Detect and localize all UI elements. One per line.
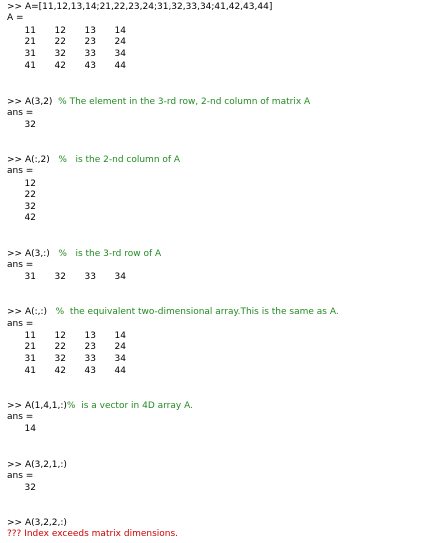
command-text: >> A(1,4,1,:)	[7, 401, 67, 411]
matrix-row	[0, 366, 126, 377]
command-line	[7, 401, 193, 412]
command-line	[7, 307, 339, 318]
matrix-cell: 32	[54, 354, 66, 364]
output-row	[0, 272, 126, 283]
output-row	[0, 190, 36, 201]
command-text: >> A(3,2)	[7, 97, 59, 107]
command-line	[7, 155, 180, 166]
matrix-cell: 14	[114, 26, 126, 36]
matrix-cell: 12	[54, 331, 66, 341]
matrix-cell: 42	[54, 366, 66, 376]
output-label: ans =	[7, 108, 34, 118]
output-label: A =	[7, 13, 24, 23]
output-label: ans =	[7, 412, 34, 422]
matrix-cell: 22	[54, 37, 66, 47]
command-comment: % is the 3-rd row of A	[58, 249, 162, 259]
matrix-cell: 33	[84, 49, 96, 59]
output-row	[0, 120, 36, 131]
output-value: 22	[24, 190, 36, 200]
matrix-cell: 44	[114, 61, 126, 71]
output-value: 31	[24, 272, 36, 282]
matrix-cell: 34	[114, 49, 126, 59]
matrix-cell: 43	[84, 61, 96, 71]
command-comment: % The element in the 3-rd row, 2-nd column of matrix A	[58, 97, 311, 107]
output-value: 32	[54, 272, 66, 282]
matrix-row	[0, 26, 126, 37]
output-value: 32	[24, 483, 36, 493]
output-row	[0, 213, 36, 224]
matrix-cell: 12	[54, 26, 66, 36]
output-value: 32	[24, 202, 36, 212]
matrix-row	[0, 61, 126, 72]
matrix-row	[0, 37, 126, 48]
output-label: ans =	[7, 260, 34, 270]
output-value: 34	[114, 272, 126, 282]
matrix-cell: 41	[24, 61, 36, 71]
output-value: 14	[24, 424, 36, 434]
output-label: ans =	[7, 471, 34, 481]
output-row	[0, 424, 36, 435]
matrix-cell: 13	[84, 331, 96, 341]
matrix-cell: 31	[24, 354, 36, 364]
matrix-row	[0, 354, 126, 365]
command-comment: % is the 2-nd column of A	[58, 155, 181, 165]
output-value: 33	[84, 272, 96, 282]
command-line	[7, 97, 310, 108]
error-message: ??? Index exceeds matrix dimensions.	[7, 529, 179, 539]
matrix-cell: 34	[114, 354, 126, 364]
matrix-cell: 41	[24, 366, 36, 376]
matrix-row	[0, 342, 126, 353]
matrix-cell: 42	[54, 61, 66, 71]
matrix-row	[0, 331, 126, 342]
output-label: ans =	[7, 319, 34, 329]
command-text: >> A(3,:)	[7, 249, 59, 259]
matrix-cell: 13	[84, 26, 96, 36]
matrix-cell: 11	[24, 331, 36, 341]
matrix-cell: 24	[114, 37, 126, 47]
command-comment: % the equivalent two-dimensional array.This is the same as A.	[55, 307, 339, 317]
matrix-cell: 31	[24, 49, 36, 59]
matrix-cell: 22	[54, 342, 66, 352]
command-line: >> A(3,2,2,:)	[7, 518, 67, 528]
matrix-cell: 21	[24, 37, 36, 47]
command-comment: % is a vector in 4D array A.	[66, 401, 193, 411]
matrix-cell: 23	[84, 37, 96, 47]
output-value: 42	[24, 213, 36, 223]
matrix-cell: 44	[114, 366, 126, 376]
output-value: 32	[24, 120, 36, 130]
command-line	[7, 249, 161, 260]
output-value: 12	[24, 179, 36, 189]
matrix-cell: 43	[84, 366, 96, 376]
command-line: >> A(3,2,1,:)	[7, 460, 67, 470]
matrix-cell: 11	[24, 26, 36, 36]
matrix-cell: 14	[114, 331, 126, 341]
matrix-cell: 24	[114, 342, 126, 352]
output-label: ans =	[7, 166, 34, 176]
matrix-cell: 32	[54, 49, 66, 59]
matrix-cell: 33	[84, 354, 96, 364]
command-text: >> A(:,2)	[7, 155, 59, 165]
matrix-row	[0, 49, 126, 60]
output-row	[0, 179, 36, 190]
matrix-cell: 23	[84, 342, 96, 352]
output-row	[0, 202, 36, 213]
output-row	[0, 483, 36, 494]
command-text: >> A(:,:)	[7, 307, 56, 317]
command-line: >> A=[11,12,13,14;21,22,23,24;31,32,33,34;41,42,43,44]	[7, 2, 273, 12]
matrix-cell: 21	[24, 342, 36, 352]
